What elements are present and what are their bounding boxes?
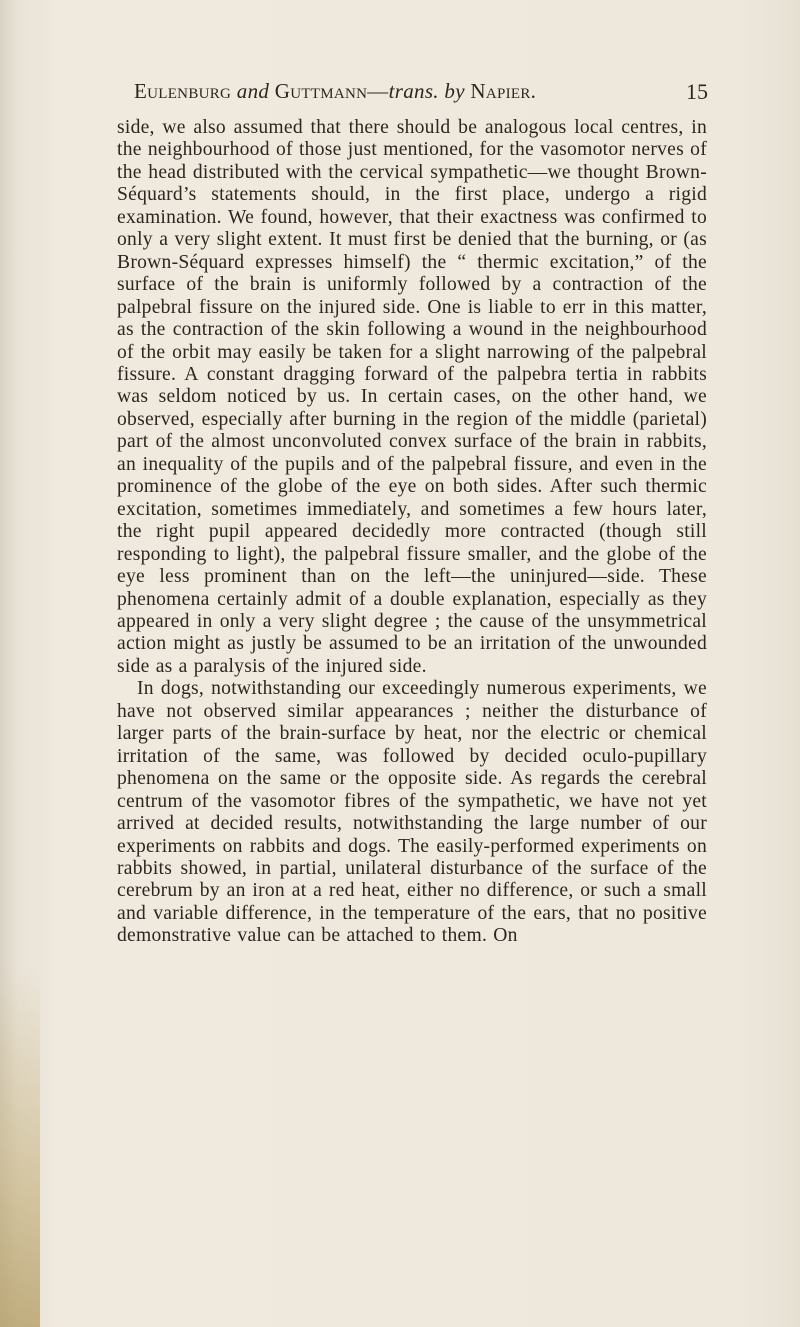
translation-note: trans. by [388, 79, 465, 103]
page-edge-stain [0, 967, 40, 1327]
author-guttmann: Guttmann [274, 79, 368, 103]
conjunction-and: and [236, 79, 270, 103]
body-text [117, 117, 707, 948]
page-number: 15 [686, 79, 708, 104]
page-header [134, 79, 708, 113]
paragraph-2: In dogs, notwithstanding our exceedingly numerous experiments, we have not observed similar appearances ; neither the disturbance of larger parts of the brain-surface by heat, nor the electric or chemical irritation of the same, was followed by decided oculo-pupillary phenomena on the same or the opposite side. As regards the cerebral centrum of the vasomotor fibres of the sympathetic, we have not yet arrived at decided results, notwithstanding the large number of our experiments on rabbits and dogs. The easily-performed experiments on rabbits showed, in partial, unilateral disturbance of the surface of the cerebrum by an iron at a red heat, either no difference, or such a small and variable difference, in the temperature of the ears, that no positive demonstrative value can be attached to them. On [117, 678, 707, 947]
header-dash: — [367, 79, 389, 103]
author-eulenburg: Eulenburg [134, 79, 232, 103]
running-head [134, 79, 536, 104]
paragraph-1: side, we also assumed that there should be analogous local centres, in the neighbourhood of those just mentioned, for the vasomotor nerves of the head distributed with the cervical sympathetic—we thought Brown-Séquard’s statements should, in the first place, undergo a rigid examination. We found, however, that their exactness was confirmed to only a very slight extent. It must first be denied that the burning, or (as Brown-Séquard expresses himself) the “ thermic excitation,” of the surface of the brain is uniformly followed by a contraction of the palpebral fissure on the injured side. One is liable to err in this matter, as the contraction of the skin following a wound in the neighbourhood of the orbit may easily be taken for a slight narrowing of the palpebral fissure. A constant dragging forward of the palpebra tertia in rabbits was seldom noticed by us. In certain cases, on the other hand, we observed, especially after burning in the region of the middle (parietal) part of the almost unconvoluted convex surface of the brain in rabbits, an inequality of the pupils and of the palpebral fissure, and even in the prominence of the globe of the eye on both sides. After such thermic excitation, sometimes immediately, and sometimes a few hours later, the right pupil appeared decidedly more contracted (though still responding to light), the palpebral fissure smaller, and the globe of the eye less prominent than on the left—the uninjured—side. These phenomena certainly admit of a double explanation, especially as they appeared in only a very slight degree ; the cause of the unsymmetrical action might as justly be assumed to be an irritation of the unwounded side as a paralysis of the injured side. [117, 117, 707, 677]
translator-napier: Napier. [470, 79, 537, 103]
